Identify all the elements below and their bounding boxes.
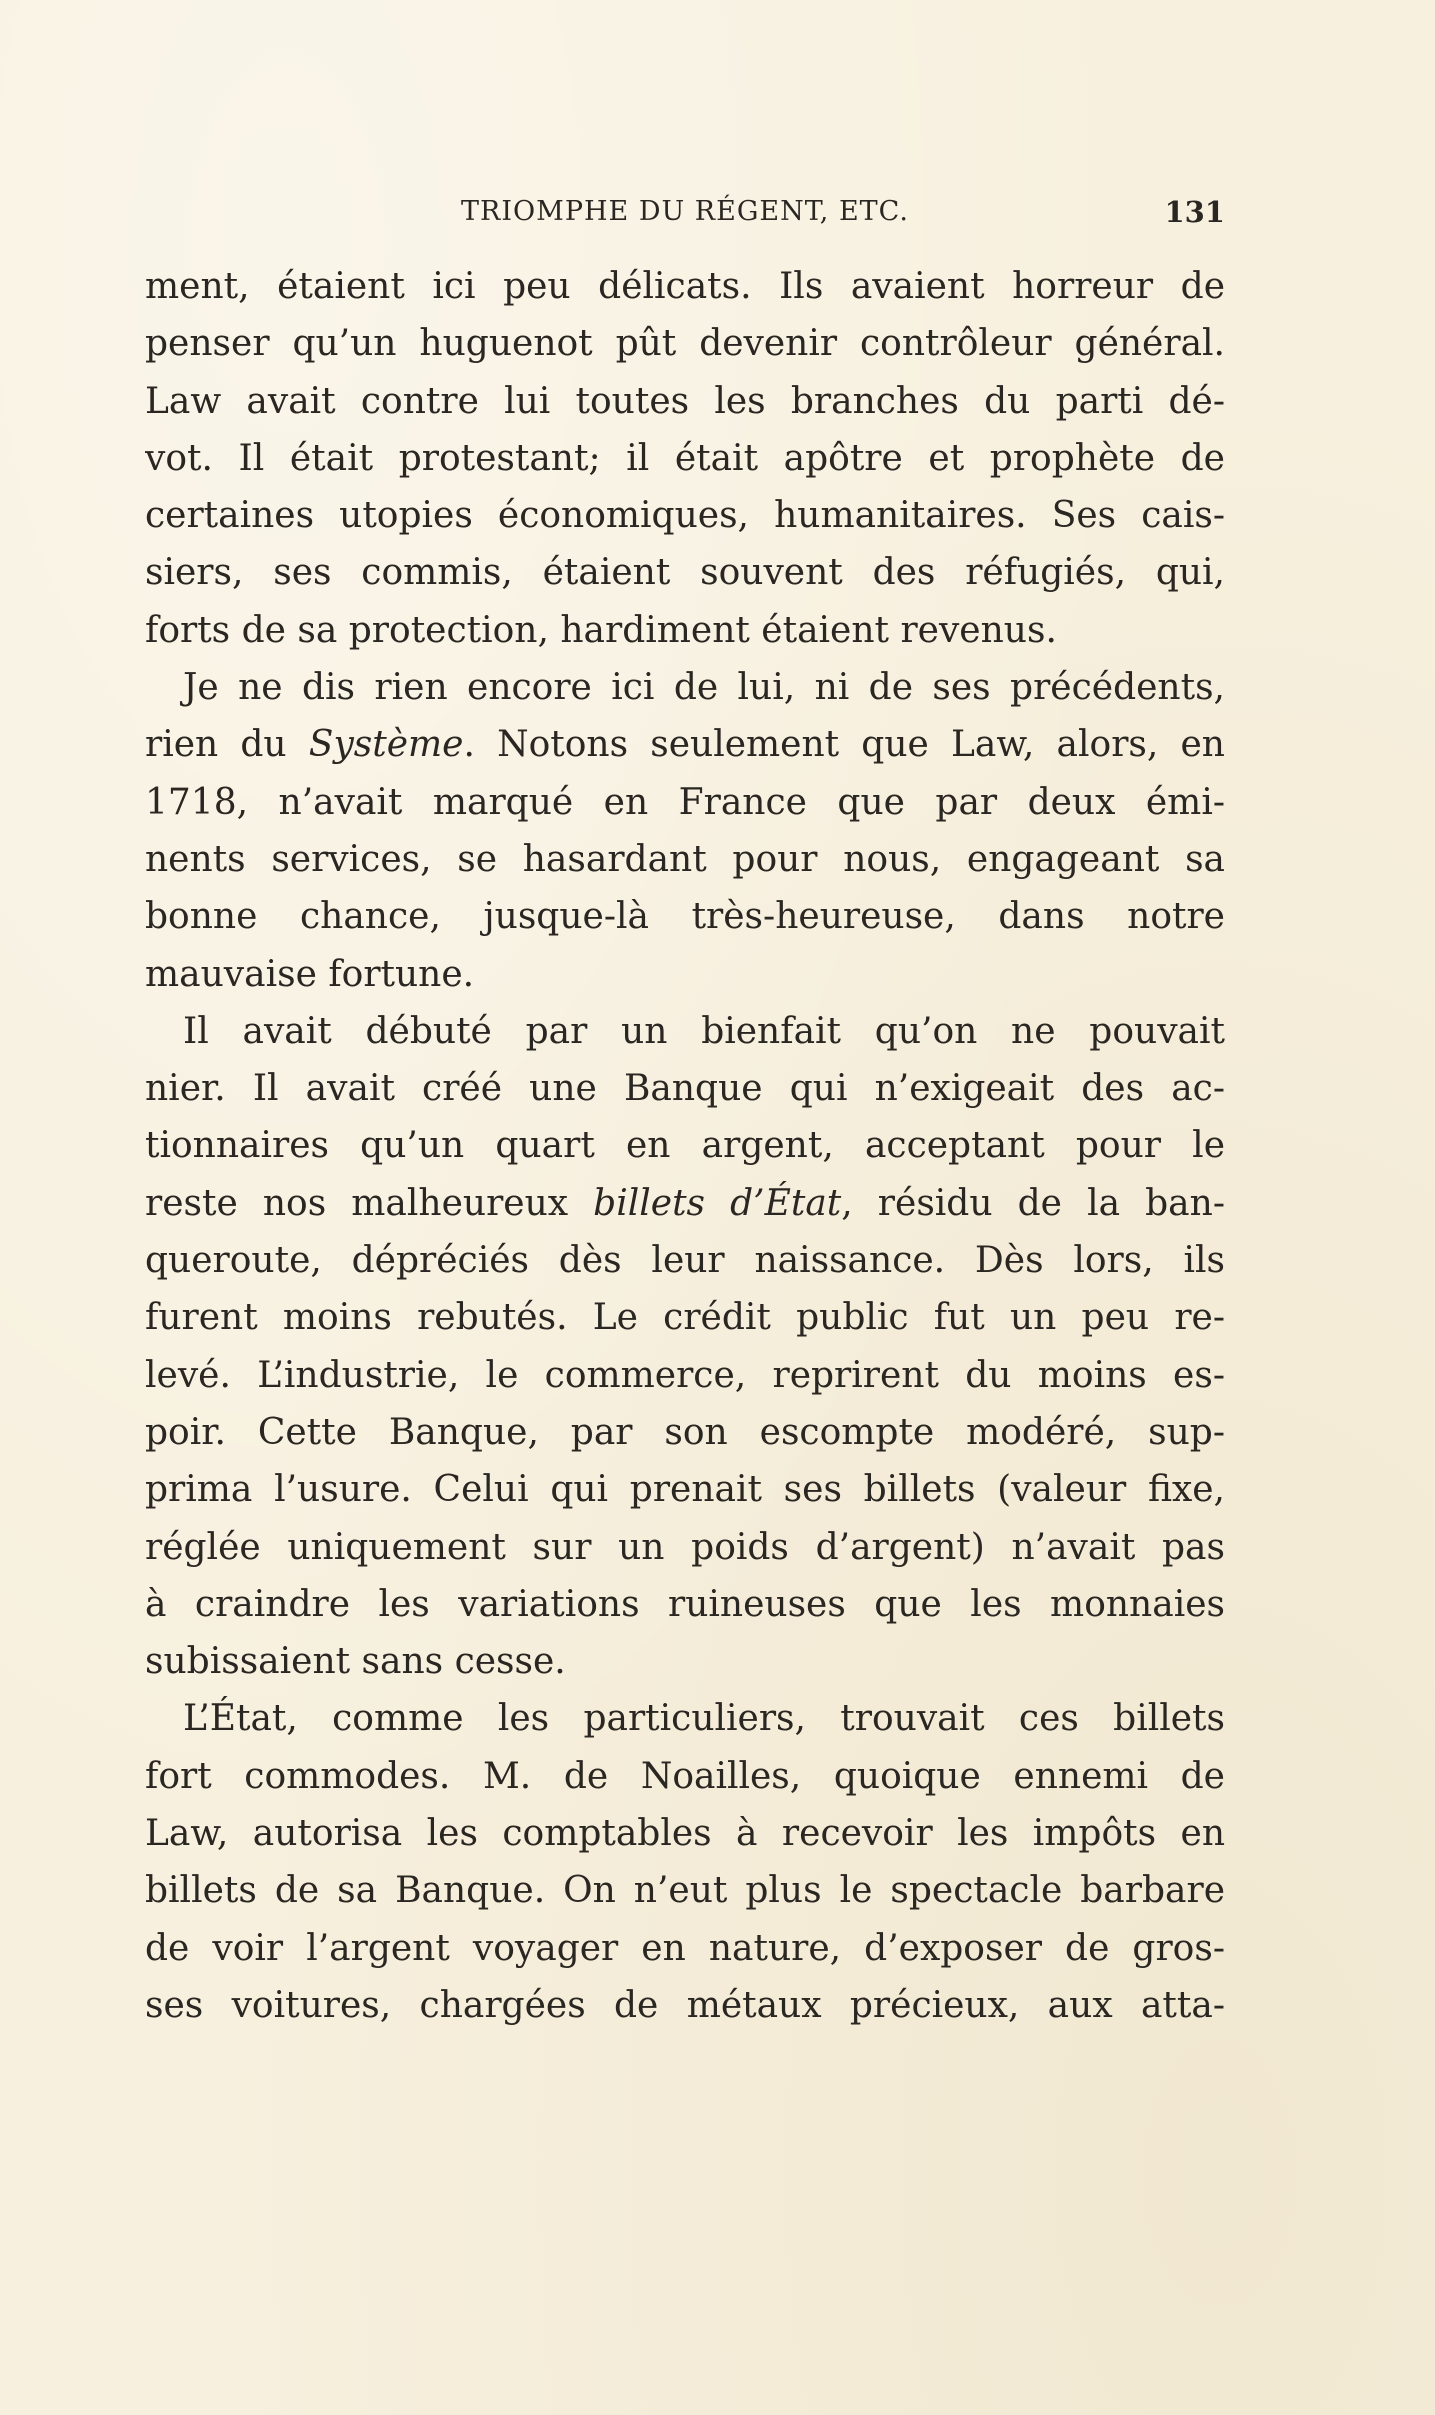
text-line: fort commodes. M. de Noailles, quoique ennemi de — [145, 1755, 1225, 1797]
text-line: siers, ses commis, étaient souvent des réfugiés, qui, — [145, 552, 1225, 594]
text-line: billets de sa Banque. On n’eut plus le spectacle barbare — [145, 1870, 1225, 1912]
italic-term: billets d’État — [593, 1182, 842, 1224]
text-line — [145, 1175, 1225, 1232]
running-title: TRIOMPHE DU RÉGENT, ETC. — [461, 196, 909, 227]
text-line: queroute, dépréciés dès leur naissance. Dès lors, ils — [145, 1240, 1225, 1282]
text-line: prima l’usure. Celui qui prenait ses billets (valeur fixe, — [145, 1469, 1225, 1511]
page-number: 131 — [1164, 195, 1225, 229]
text-line: subissaient sans cesse. — [145, 1641, 566, 1683]
text-line: forts de sa protection, hardiment étaient revenus. — [145, 609, 1057, 651]
text-fragment: rien du — [145, 724, 309, 766]
text-line: tionnaires qu’un quart en argent, acceptant pour le — [145, 1125, 1225, 1167]
text-line: certaines utopies économiques, humanitaires. Ses cais- — [145, 495, 1225, 537]
text-fragment: reste nos malheureux — [145, 1182, 594, 1224]
text-line: à craindre les variations ruineuses que les monnaies — [145, 1583, 1225, 1625]
text-line: ses voitures, chargées de métaux précieux, aux atta- — [145, 1984, 1225, 2026]
text-line: furent moins rebutés. Le crédit public fut un peu re- — [145, 1297, 1225, 1339]
text-line: Law avait contre lui toutes les branches du parti dé- — [145, 380, 1225, 422]
text-line: bonne chance, jusque-là très-heureuse, dans notre — [145, 896, 1225, 938]
italic-term: Système — [308, 724, 464, 766]
text-line: 1718, n’avait marqué en France que par deux émi- — [145, 781, 1225, 823]
text-fragment: , résidu de la ban- — [841, 1182, 1225, 1224]
text-line: nier. Il avait créé une Banque qui n’exigeait des ac- — [145, 1068, 1225, 1110]
text-line: vot. Il était protestant; il était apôtre et prophète de — [145, 437, 1225, 479]
body-text — [145, 258, 1225, 2034]
text-line: poir. Cette Banque, par son escompte modéré, sup- — [145, 1411, 1225, 1453]
text-line — [145, 716, 1225, 773]
text-fragment: . Notons seulement que Law, alors, en — [463, 724, 1225, 766]
text-line: mauvaise fortune. — [145, 953, 475, 995]
text-line: Je ne dis rien encore ici de lui, ni de ses précédents, — [183, 667, 1225, 709]
text-line: Il avait débuté par un bienfait qu’on ne pouvait — [183, 1010, 1225, 1052]
text-line: penser qu’un huguenot pût devenir contrôleur général. — [145, 323, 1225, 365]
text-line: levé. L’industrie, le commerce, reprirent du moins es- — [145, 1354, 1225, 1396]
text-line: réglée uniquement sur un poids d’argent) n’avait pas — [145, 1526, 1225, 1568]
text-line: Law, autorisa les comptables à recevoir les impôts en — [145, 1813, 1225, 1855]
text-line: de voir l’argent voyager en nature, d’exposer de gros- — [145, 1927, 1225, 1969]
text-line: L’État, comme les particuliers, trouvait ces billets — [183, 1698, 1225, 1740]
text-line: ment, étaient ici peu délicats. Ils avaient horreur de — [145, 266, 1225, 307]
running-head — [145, 192, 1225, 232]
text-line: nents services, se hasardant pour nous, engageant sa — [145, 838, 1225, 880]
